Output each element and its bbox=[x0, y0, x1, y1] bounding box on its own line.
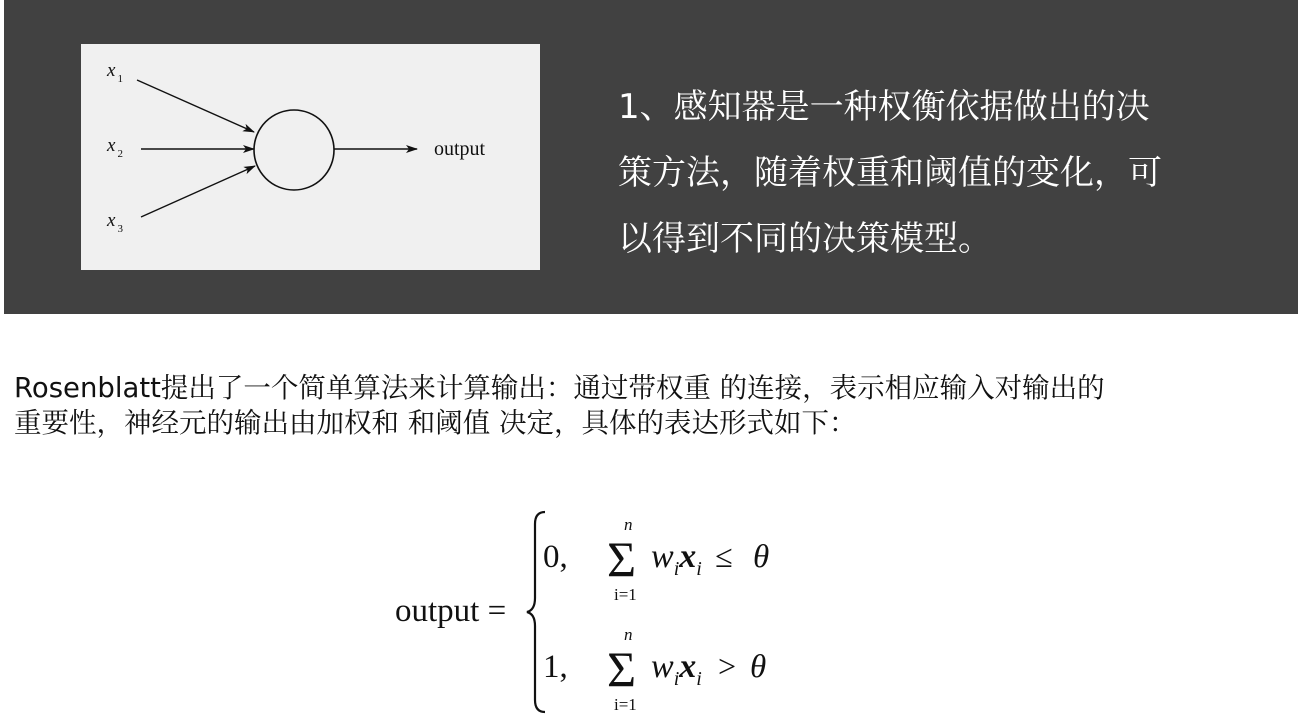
case-2-theta: θ bbox=[750, 649, 767, 685]
paragraph-line-2: 重要性，神经元的输出由加权和 和阈值 决定，具体的表达形式如下： bbox=[14, 407, 857, 439]
case-1-theta: θ bbox=[753, 539, 770, 575]
input-label-1: x $_1$ bbox=[107, 60, 123, 85]
case-2-relation: > bbox=[718, 648, 737, 684]
input-arrow-1 bbox=[137, 80, 254, 132]
formula-lhs: output = bbox=[395, 593, 507, 629]
case-2-sum-bottom: i=1 bbox=[614, 695, 637, 714]
perceptron-diagram bbox=[81, 44, 540, 270]
case-1-term: $w_ix_i$ bbox=[651, 538, 702, 580]
banner-line-3: 以得到不同的决策模型。 bbox=[618, 219, 992, 259]
case-1-relation: ≤ bbox=[715, 538, 733, 574]
banner-line-1: 1、感知器是一种权衡依据做出的决 bbox=[618, 87, 1150, 127]
title-banner bbox=[4, 0, 1298, 314]
output-formula bbox=[385, 500, 805, 722]
output-label: output bbox=[434, 138, 486, 160]
paragraph-line-1: Rosenblatt提出了一个简单算法来计算输出：通过带权重 的连接，表示相应输入对输出的 bbox=[14, 372, 1105, 404]
input-label-3: x $_3$ bbox=[107, 210, 123, 235]
case-2-value: 1, bbox=[543, 649, 568, 685]
case-1-sigma: Σ bbox=[607, 531, 637, 587]
case-2-term: $w_ix_i$ bbox=[651, 648, 702, 690]
body-paragraph bbox=[14, 371, 1294, 441]
banner-line-2: 策方法，随着权重和阈值的变化，可 bbox=[618, 153, 1162, 193]
case-1-value: 0, bbox=[543, 539, 568, 575]
input-arrow-3 bbox=[141, 166, 255, 217]
formula-svg bbox=[385, 500, 805, 722]
input-label-2: x $_2$ bbox=[107, 135, 123, 160]
banner-description bbox=[618, 74, 1238, 272]
neuron-node bbox=[254, 110, 334, 190]
perceptron-svg bbox=[81, 44, 540, 270]
case-2-sigma: Σ bbox=[607, 641, 637, 697]
case-1-sum-top: n bbox=[624, 515, 633, 534]
case-2-sum-top: n bbox=[624, 625, 633, 644]
case-1-sum-bottom: i=1 bbox=[614, 585, 637, 604]
